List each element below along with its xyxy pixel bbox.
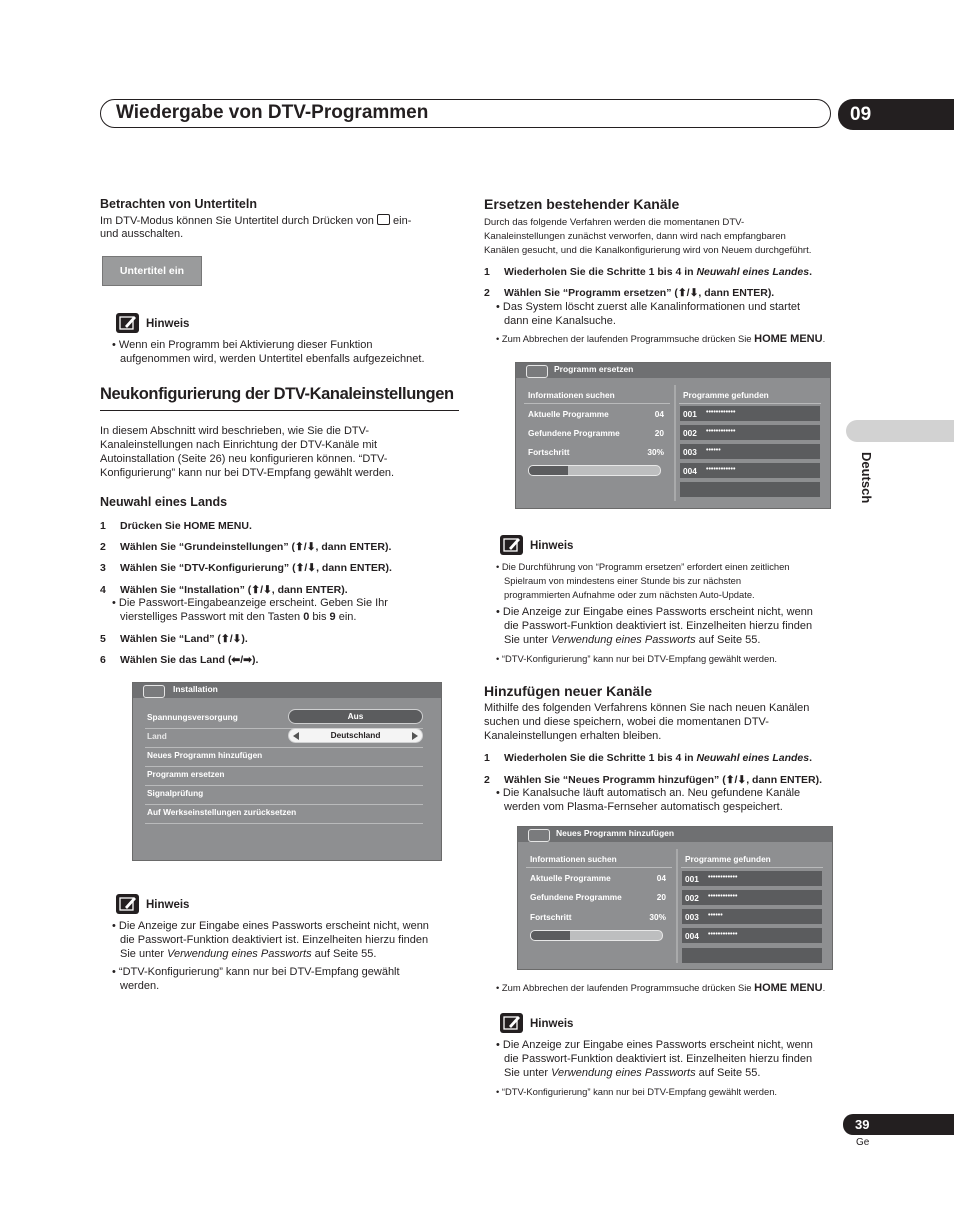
search-info-label: Informationen suchen (528, 390, 615, 400)
note-text-cont: die Passwort-Funktion deaktiviert ist. Einzelheiten hierzu finden (504, 620, 813, 632)
menu-divider (145, 785, 423, 786)
step-4-key-0: 0 (303, 611, 310, 623)
program-row (682, 928, 822, 943)
program-row-empty (682, 948, 822, 963)
step-text: Wählen Sie “DTV-Konfigurierung” (⬆/⬇, dann ENTER). (120, 562, 392, 574)
program-row (680, 406, 820, 421)
step-4-bullet: • Die Passwort-Eingabeanzeige erscheint. Geben Sie Ihr (112, 597, 388, 609)
note-bullet: • “DTV-Konfigurierung” kann nur bei DTV-Empfang gewählt werden. (496, 1086, 778, 1097)
progress-bar (530, 930, 663, 941)
menu-power: Spannungsversorgung (147, 712, 238, 722)
page-title: Wiedergabe von DTV-Programmen (116, 102, 429, 123)
osd-add-program (517, 826, 833, 970)
step-6 (100, 654, 258, 666)
osd-title: Programm ersetzen (554, 364, 634, 374)
note-label: Hinweis (146, 318, 190, 330)
note-text-a: Sie unter (504, 634, 552, 646)
menu-divider (145, 766, 423, 767)
note-icon (500, 535, 523, 555)
osd-installation (132, 682, 442, 861)
menu-divider (145, 747, 423, 748)
note-text-cont (504, 634, 760, 648)
arrow-right-icon (412, 732, 418, 740)
hint-end: . (822, 333, 826, 344)
step-number: 1 (484, 752, 490, 764)
add-text-2: suchen und diese speichern, wobei die momentanen DTV- (484, 716, 769, 728)
found-programs-value: 20 (654, 428, 664, 438)
note-text-cont: aufgenommen wird, werden Untertitel ebenfalls aufgezeichnet. (120, 353, 425, 365)
step-number: 5 (100, 633, 106, 645)
language-tab (846, 420, 954, 442)
note-text: Die Anzeige zur Eingabe eines Passworts erscheint nicht, wenn (502, 606, 813, 618)
menu-add-program: Neues Programm hinzufügen (147, 750, 263, 760)
page-number: 39 (843, 1114, 954, 1135)
step-text-end: . (809, 752, 813, 764)
step-number: 1 (484, 266, 490, 278)
progress-fill (531, 931, 570, 940)
step-text: Wählen Sie “Programm ersetzen” (⬆/⬇, dann ENTER). (504, 287, 775, 299)
program-row (680, 444, 820, 459)
program-number: 001 (683, 409, 697, 419)
step-text: Drücken Sie HOME MENU. (120, 520, 252, 532)
program-name: •••••••••••• (708, 893, 738, 900)
subtitle-on-display: Untertitel ein (102, 256, 202, 286)
add-cancel-hint: • Zum Abbrechen der laufenden Programmsuche drücken Sie HOME MENU. (496, 982, 826, 994)
step-number: 3 (100, 562, 106, 574)
add-step-2 (484, 774, 822, 786)
section-heading: Neukonfigurierung der DTV-Kanaleinstellungen (100, 385, 454, 403)
country-value: Deutschland (330, 730, 381, 740)
power-value: Aus (288, 709, 423, 724)
note-text: “DTV-Konfigurierung” kann nur bei DTV-Empfang gewählt werden. (501, 653, 778, 664)
add-text-3: Kanaleinstellungen erhalten bleiben. (484, 730, 662, 742)
note-text-cont (120, 948, 376, 962)
country-heading: Neuwahl eines Lands (100, 495, 228, 509)
section-text-3: Autoinstallation (Seite 26) neu konfigurieren können. “DTV- (100, 453, 388, 465)
note-text-cont (504, 1067, 760, 1081)
program-row (682, 890, 822, 905)
step-number: 2 (100, 541, 106, 553)
section-rule (100, 410, 459, 411)
step-text-end: . (809, 266, 813, 278)
subtitles-text-a: Im DTV-Modus können Sie Untertitel durch Drücken von (100, 215, 377, 227)
panel-divider (674, 385, 676, 501)
note-text-cont: programmierten Aufnahme oder zum nächsten Auto-Update. (504, 589, 755, 600)
arrow-left-icon (293, 732, 299, 740)
note-reference: Verwendung eines Passworts (551, 634, 696, 646)
home-menu-key: HOME MENU (754, 333, 823, 345)
program-row (682, 909, 822, 924)
note-icon (116, 313, 139, 333)
step-4-text-a: vierstelliges Passwort mit den Tasten (120, 611, 304, 623)
chapter-number: 09 (838, 99, 954, 130)
step-text: Wählen Sie “Land” (⬆/⬇). (120, 633, 248, 645)
menu-replace-program: Programm ersetzen (147, 769, 225, 779)
note-text-cont: die Passwort-Funktion deaktiviert ist. Einzelheiten hierzu finden (120, 934, 429, 946)
note-bullet: • “DTV-Konfigurierung” kann nur bei DTV-Empfang gewählt (112, 966, 400, 978)
note-bullet: • Wenn ein Programm bei Aktivierung dieser Funktion (112, 339, 373, 351)
add-heading: Hinzufügen neuer Kanäle (484, 683, 653, 699)
note-text: Wenn ein Programm bei Aktivierung dieser Funktion (118, 339, 373, 351)
section-text-2: Kanaleinstellungen nach Einrichtung der DTV-Kanäle mit (100, 439, 377, 451)
step-1 (100, 520, 252, 532)
menu-country: Land (147, 731, 167, 741)
progress-label: Fortschritt (528, 447, 570, 457)
note-text: “DTV-Konfigurierung” kann nur bei DTV-Empfang gewählt werden. (501, 1086, 778, 1097)
language-label-wrap (852, 452, 876, 512)
note-bullet: • Die Anzeige zur Eingabe eines Passworts erscheint nicht, wenn (496, 1039, 813, 1051)
current-programs-value: 04 (656, 873, 666, 883)
step-text: Wählen Sie das Land (⬅/➡). (120, 654, 259, 666)
info-divider (524, 403, 670, 404)
hint-end: . (822, 982, 826, 993)
program-name: •••••••••••• (708, 874, 738, 881)
page-language: Ge (856, 1137, 870, 1148)
replace-step-1 (484, 266, 812, 278)
note-text: “DTV-Konfigurierung” kann nur bei DTV-Empfang gewählt (118, 966, 400, 978)
step-reference: Neuwahl eines Landes (696, 266, 810, 278)
note-icon (116, 894, 139, 914)
note-bullet: • Die Durchführung von “Programm ersetzen” erfordert einen zeitlichen (496, 561, 790, 572)
replace-text-1: Durch das folgende Verfahren werden die momentanen DTV- (484, 217, 745, 228)
note-text: Die Anzeige zur Eingabe eines Passworts erscheint nicht, wenn (502, 1039, 813, 1051)
note-reference: Verwendung eines Passworts (551, 1067, 696, 1079)
note-label: Hinweis (146, 899, 190, 911)
step-4-note-cont (120, 611, 356, 625)
program-name: •••••••••••• (706, 428, 736, 435)
program-number: 001 (685, 874, 699, 884)
note-text-cont: Spielraum von mindestens einer Stunde bis zur nächsten (504, 575, 742, 586)
step-number: 6 (100, 654, 106, 666)
step-text: Wählen Sie “Installation” (⬆/⬇, dann ENTER). (120, 584, 348, 596)
progress-label: Fortschritt (530, 912, 572, 922)
hint-text: Zum Abbrechen der laufenden Programmsuche drücken Sie (501, 982, 755, 993)
subtitles-text-2: und ausschalten. (100, 228, 184, 240)
current-programs-value: 04 (654, 409, 664, 419)
found-programs-value: 20 (656, 892, 666, 902)
step-text: Wiederholen Sie die Schritte 1 bis 4 in (504, 266, 697, 278)
osd-replace-program (515, 362, 831, 509)
hint-text: Zum Abbrechen der laufenden Programmsuche drücken Sie (501, 333, 755, 344)
tv-icon (528, 829, 550, 842)
step-3 (100, 562, 392, 574)
step-number: 2 (484, 774, 490, 786)
replace-bullet: • Das System löscht zuerst alle Kanalinformationen und startet (496, 301, 801, 313)
country-selector (288, 728, 423, 743)
replace-step-2 (484, 287, 774, 299)
note-reference: Verwendung eines Passworts (167, 948, 312, 960)
current-programs-label: Aktuelle Programme (530, 873, 611, 883)
add-bullet: • Die Kanalsuche läuft automatisch an. Neu gefundene Kanäle (496, 787, 801, 799)
note-text-a: Sie unter (120, 948, 168, 960)
progress-fill (529, 466, 568, 475)
program-row-empty (680, 482, 820, 497)
info-divider (526, 867, 672, 868)
bullet-text: Das System löscht zuerst alle Kanalinformationen und startet (502, 301, 801, 313)
found-divider (681, 867, 823, 868)
note-label: Hinweis (530, 540, 574, 552)
subtitle-key-icon (377, 214, 390, 225)
program-number: 004 (683, 466, 697, 476)
program-row (680, 463, 820, 478)
programs-found-label: Programme gefunden (683, 390, 769, 400)
step-4-text-c: bis (309, 611, 330, 623)
progress-bar (528, 465, 661, 476)
language-label: Deutsch (859, 452, 874, 504)
step-number: 4 (100, 584, 106, 596)
step-4-text-e: ein. (335, 611, 357, 623)
found-programs-label: Gefundene Programme (530, 892, 622, 902)
osd-title: Neues Programm hinzufügen (556, 828, 675, 838)
progress-value: 30% (649, 912, 666, 922)
replace-bullet-cont: dann eine Kanalsuche. (504, 315, 616, 327)
note-text-c: auf Seite 55. (695, 1067, 761, 1079)
note-bullet: • Die Anzeige zur Eingabe eines Passworts erscheint nicht, wenn (496, 606, 813, 618)
program-number: 002 (683, 428, 697, 438)
note-text-cont: die Passwort-Funktion deaktiviert ist. Einzelheiten hierzu finden (504, 1053, 813, 1065)
step-text: Wählen Sie “Grundeinstellungen” (⬆/⬇, dann ENTER). (120, 541, 392, 553)
step-number: 1 (100, 520, 106, 532)
menu-factory-reset: Auf Werkseinstellungen zurücksetzen (147, 807, 297, 817)
program-name: •••••• (706, 447, 721, 454)
note-text-cont: werden. (120, 980, 160, 992)
menu-divider (145, 804, 423, 805)
program-number: 003 (683, 447, 697, 457)
note-text: Die Anzeige zur Eingabe eines Passworts erscheint nicht, wenn (118, 920, 429, 932)
progress-value: 30% (647, 447, 664, 457)
bullet-text: Die Kanalsuche läuft automatisch an. Neu gefundene Kanäle (502, 787, 801, 799)
program-name: •••••••••••• (706, 409, 736, 416)
note-text-c: auf Seite 55. (311, 948, 377, 960)
replace-text-2: Kanaleinstellungen zunächst verworfen, dann wird nach empfangbaren (484, 231, 786, 242)
subtitles-text-b: ein- (389, 215, 412, 227)
program-row (680, 425, 820, 440)
program-name: •••••••••••• (706, 466, 736, 473)
program-row (682, 871, 822, 886)
replace-text-3: Kanälen gesucht, und die Kanalkonfigurierung wird von Neuem durchgeführt. (484, 245, 812, 256)
current-programs-label: Aktuelle Programme (528, 409, 609, 419)
found-programs-label: Gefundene Programme (528, 428, 620, 438)
step-2 (100, 541, 391, 553)
program-number: 003 (685, 912, 699, 922)
osd-title: Installation (173, 684, 218, 694)
step-text: Wiederholen Sie die Schritte 1 bis 4 in (504, 752, 697, 764)
step-4 (100, 584, 348, 596)
menu-divider (145, 823, 423, 824)
step-4-key-9: 9 (329, 611, 336, 623)
section-text-1: In diesem Abschnitt wird beschrieben, wie Sie die DTV- (100, 425, 370, 437)
step-text: Wählen Sie “Neues Programm hinzufügen” (⬆/⬇, dann ENTER). (504, 774, 823, 786)
section-text-4: Konfigurierung” kann nur bei DTV-Empfang gewählt werden. (100, 467, 395, 479)
note-text-c: auf Seite 55. (695, 634, 761, 646)
home-menu-key: HOME MENU (754, 982, 823, 994)
step-4-note: Die Passwort-Eingabeanzeige erscheint. Geben Sie Ihr (118, 597, 388, 609)
tv-icon (526, 365, 548, 378)
add-step-1 (484, 752, 812, 764)
panel-divider (676, 849, 678, 963)
note-bullet: • “DTV-Konfigurierung” kann nur bei DTV-Empfang gewählt werden. (496, 653, 778, 664)
note-label: Hinweis (530, 1018, 574, 1030)
note-text: Die Durchführung von “Programm ersetzen” erfordert einen zeitlichen (501, 561, 790, 572)
tv-icon (143, 685, 165, 698)
programs-found-label: Programme gefunden (685, 854, 771, 864)
program-number: 004 (685, 931, 699, 941)
add-text-1: Mithilfe des folgenden Verfahrens können Sie nach neuen Kanälen (484, 702, 810, 714)
menu-signal-check: Signalprüfung (147, 788, 204, 798)
step-reference: Neuwahl eines Landes (696, 752, 810, 764)
subtitles-text-1 (100, 214, 411, 229)
program-name: •••••••••••• (708, 931, 738, 938)
search-info-label: Informationen suchen (530, 854, 617, 864)
add-bullet-cont: werden vom Plasma-Fernseher automatisch gespeichert. (504, 801, 783, 813)
step-number: 2 (484, 287, 490, 299)
program-name: •••••• (708, 912, 723, 919)
found-divider (679, 403, 821, 404)
note-icon (500, 1013, 523, 1033)
program-number: 002 (685, 893, 699, 903)
step-5 (100, 633, 248, 645)
replace-cancel-hint: • Zum Abbrechen der laufenden Programmsuche drücken Sie HOME MENU. (496, 333, 826, 345)
subtitles-heading: Betrachten von Untertiteln (100, 197, 257, 211)
note-bullet: • Die Anzeige zur Eingabe eines Passworts erscheint nicht, wenn (112, 920, 429, 932)
note-text-a: Sie unter (504, 1067, 552, 1079)
replace-heading: Ersetzen bestehender Kanäle (484, 196, 680, 212)
